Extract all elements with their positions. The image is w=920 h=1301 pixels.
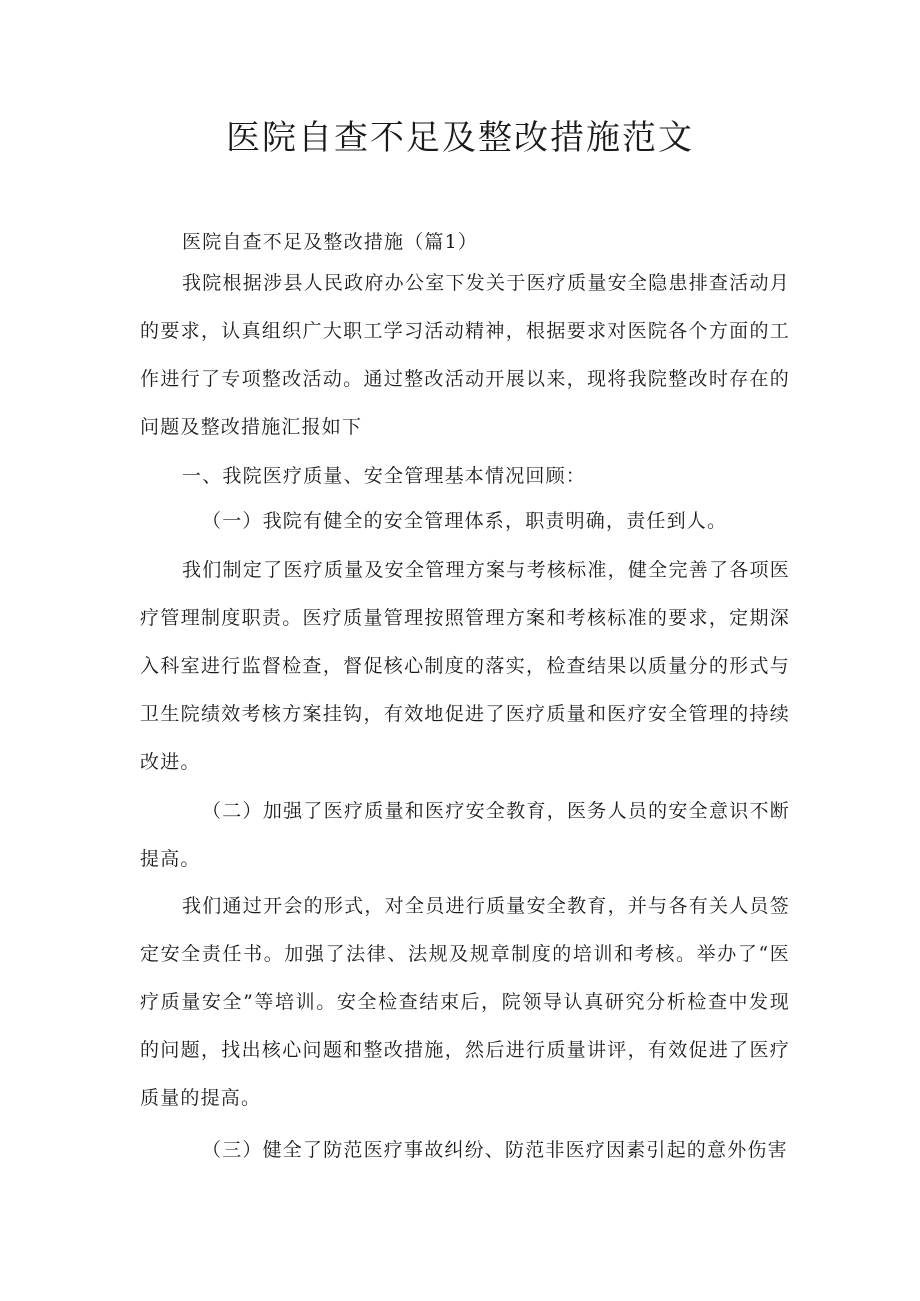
paragraph-education: 我们通过开会的形式，对全员进行质量安全教育，并与各有关人员签定安全责任书。加强了法律、法规及规章制度的培训和考核。举办了“医疗质量安全”等培训。安全检查结束后，院领导认真研究分析检查中发现的问题，找出核心问题和整改措施，然后进行质量讲评，有效促进了医疗质量的提高。 <box>140 895 790 1109</box>
section-heading-one: 一、我院医疗质量、安全管理基本情况回顾： <box>182 465 587 487</box>
paragraph-management: 我们制定了医疗质量及安全管理方案与考核标准，健全完善了各项医疗管理制度职责。医疗质量管理按照管理方案和考核标准的要求，定期深入科室进行监督检查，督促核心制度的落实，检查结果以质量分的形式与卫生院绩效考核方案挂钩，有效地促进了医疗质量和医疗安全管理的持续改进。 <box>140 559 790 773</box>
document-title: 医院自查不足及整改措施范文 <box>226 118 694 158</box>
subheading-1: （一）我院有健全的安全管理体系，职责明确，责任到人。 <box>202 510 728 532</box>
section-heading-1: 医院自查不足及整改措施（篇1） <box>182 231 479 253</box>
subheading-3: （三）健全了防范医疗事故纠纷、防范非医疗因素引起的意外伤害 <box>202 1139 788 1161</box>
paragraph-intro: 我院根据涉县人民政府办公室下发关于医疗质量安全隐患排查活动月的要求，认真组织广大职工学习活动精神，根据要求对医院各个方面的工作进行了专项整改活动。通过整改活动开展以来，现将我院整改时存在的问题及整改措施汇报如下 <box>140 272 790 438</box>
subheading-2: （二）加强了医疗质量和医疗安全教育，医务人员的安全意识不断提高。 <box>140 800 790 870</box>
